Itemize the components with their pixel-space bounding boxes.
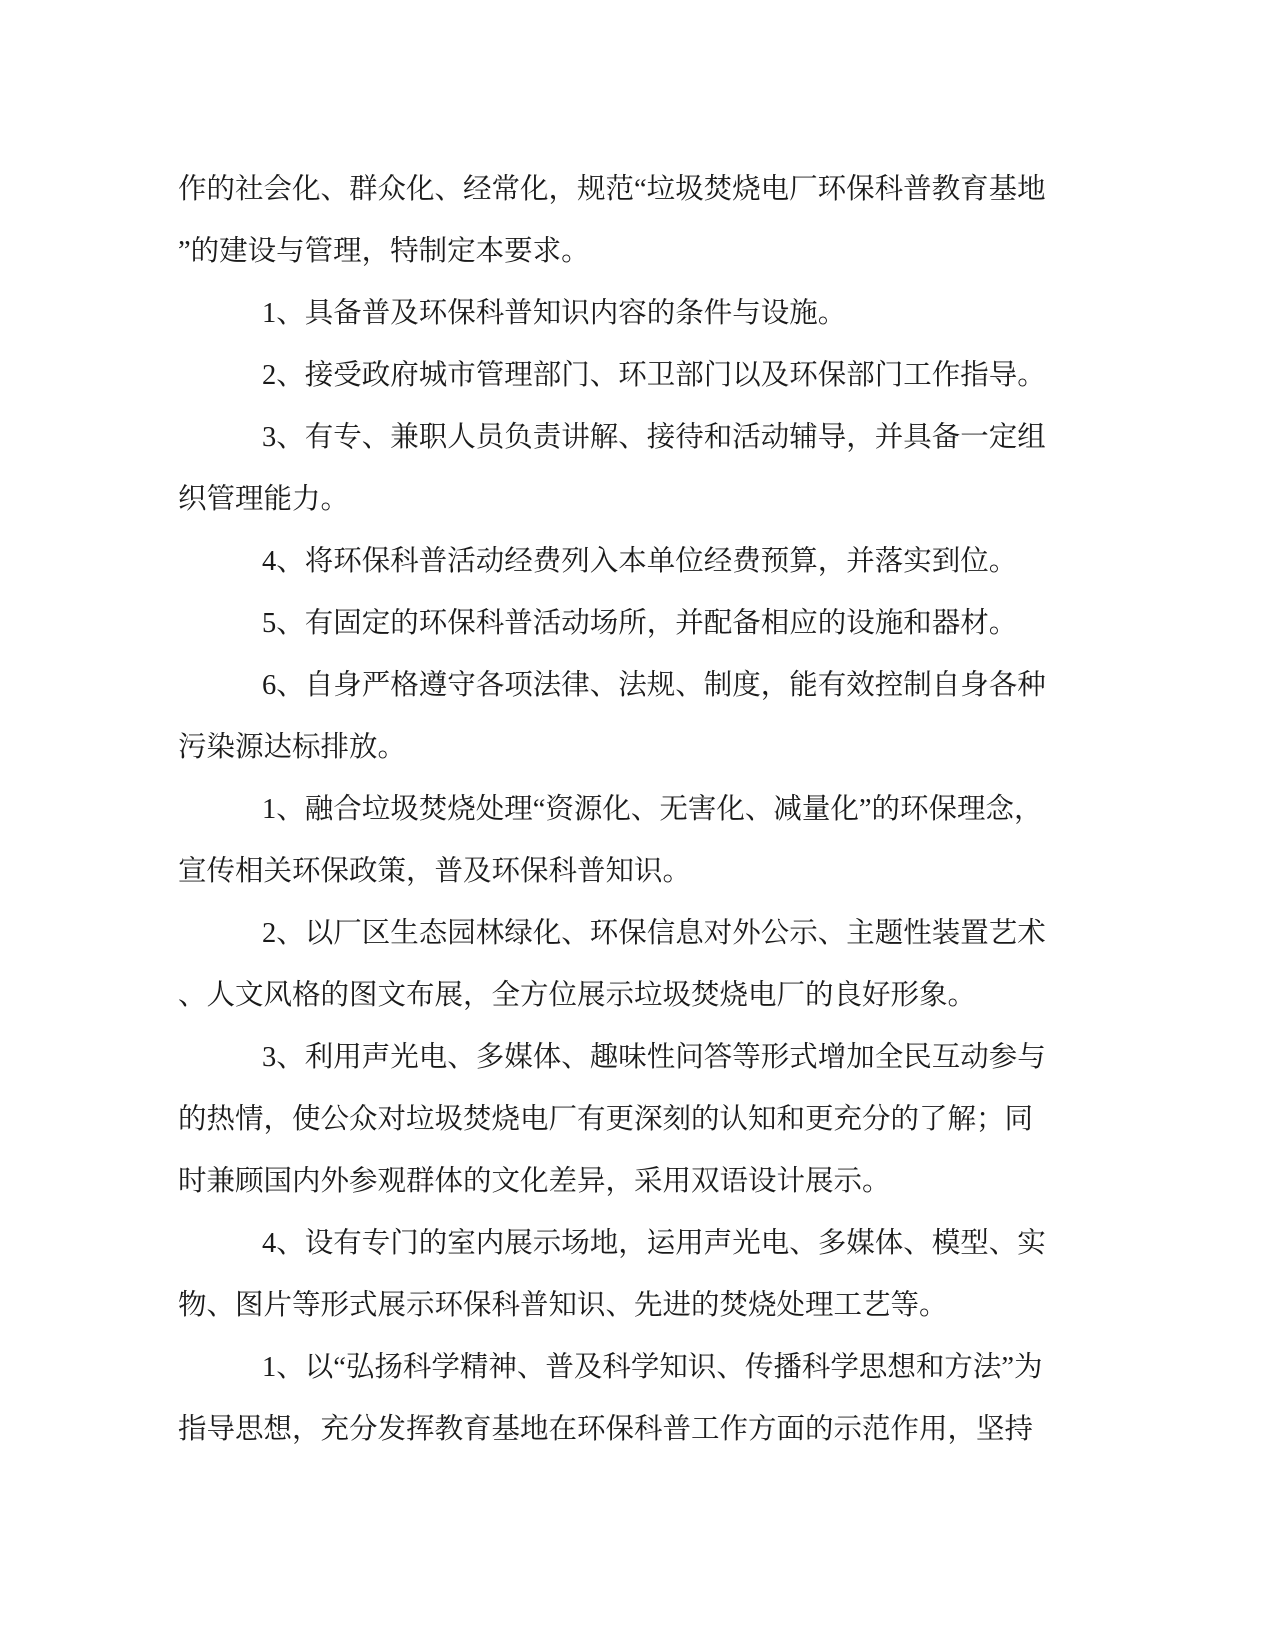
paragraph — [178, 531, 1066, 593]
text-line: 污染源达标排放。 — [178, 732, 407, 763]
text-line: 物、图片等形式展示环保科普知识、先进的焚烧处理工艺等。 — [178, 1290, 948, 1321]
text-line: 的热情，使公众对垃圾焚烧电厂有更深刻的认知和更充分的了解；同 — [178, 1104, 1034, 1135]
paragraph — [178, 1213, 1066, 1337]
paragraph — [178, 407, 1066, 531]
text-line: 6、自身严格遵守各项法律、法规、制度，能有效控制自身各种 — [262, 670, 1046, 701]
text-line: 指导思想，充分发挥教育基地在环保科普工作方面的示范作用，坚持 — [178, 1414, 1034, 1445]
text-line: 3、利用声光电、多媒体、趣味性问答等形式增加全民互动参与 — [262, 1042, 1046, 1073]
text-line: 1、融合垃圾焚烧处理“资源化、无害化、减量化”的环保理念， — [262, 794, 1043, 825]
text-line: 织管理能力。 — [178, 484, 350, 515]
document-body — [178, 159, 1066, 1461]
text-line: 3、有专、兼职人员负责讲解、接待和活动辅导，并具备一定组 — [262, 422, 1046, 453]
text-line: 4、将环保科普活动经费列入本单位经费预算，并落实到位。 — [262, 546, 1018, 577]
paragraph — [178, 779, 1066, 903]
text-line: 2、以厂区生态园林绿化、环保信息对外公示、主题性装置艺术 — [262, 918, 1046, 949]
text-line: 2、接受政府城市管理部门、环卫部门以及环保部门工作指导。 — [262, 360, 1046, 391]
text-line: 5、有固定的环保科普活动场所，并配备相应的设施和器材。 — [262, 608, 1018, 639]
paragraph — [178, 159, 1066, 283]
paragraph — [178, 283, 1066, 345]
paragraph — [178, 593, 1066, 655]
paragraph — [178, 903, 1066, 1027]
text-line: 1、以“弘扬科学精神、普及科学知识、传播科学思想和方法”为 — [262, 1352, 1043, 1383]
text-line: 时兼顾国内外参观群体的文化差异，采用双语设计展示。 — [178, 1166, 891, 1197]
paragraph — [178, 1027, 1066, 1213]
text-line: ”的建设与管理，特制定本要求。 — [178, 236, 590, 267]
text-line: 宣传相关环保政策，普及环保科普知识。 — [178, 856, 692, 887]
paragraph — [178, 1337, 1066, 1461]
text-line: 作的社会化、群众化、经常化，规范“垃圾焚烧电厂环保科普教育基地 — [178, 174, 1046, 205]
text-line: 1、具备普及环保科普知识内容的条件与设施。 — [262, 298, 847, 329]
paragraph — [178, 655, 1066, 779]
paragraph — [178, 345, 1066, 407]
text-line: 4、设有专门的室内展示场地，运用声光电、多媒体、模型、实 — [262, 1228, 1046, 1259]
text-line: 、人文风格的图文布展，全方位展示垃圾焚烧电厂的良好形象。 — [178, 980, 977, 1011]
